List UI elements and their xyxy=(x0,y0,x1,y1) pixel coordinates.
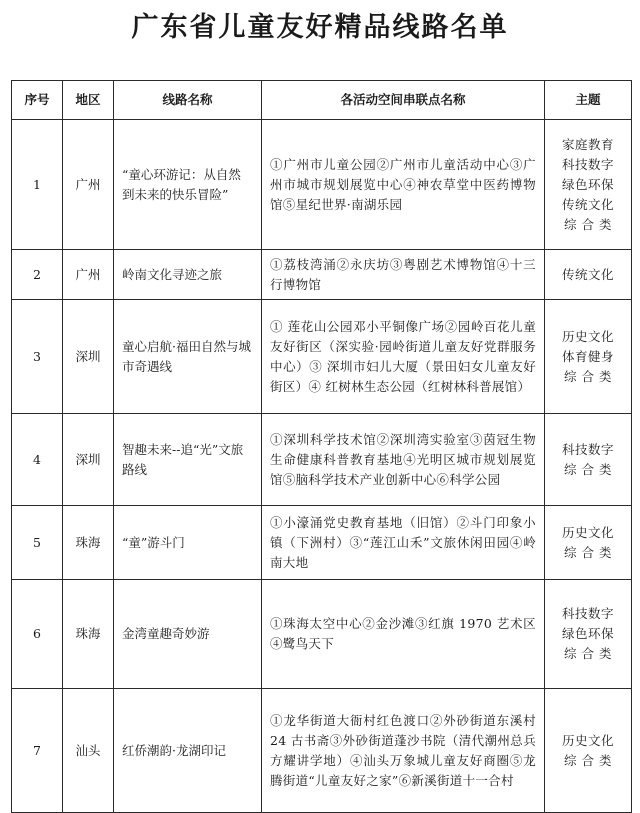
theme-item: 绿色环保 xyxy=(561,176,614,192)
header-region: 地区 xyxy=(63,81,114,120)
theme-item: 综 合 类 xyxy=(564,646,612,661)
row-region: 广州 xyxy=(63,250,114,300)
table-row xyxy=(12,300,632,414)
row-region: 深圳 xyxy=(63,300,114,414)
row-route: 金湾童趣奇妙游 xyxy=(114,580,262,689)
table-row xyxy=(12,120,632,250)
row-theme xyxy=(545,120,632,250)
row-spots: ①小濠涌党史教育基地（旧馆）②斗门印象小镇（下洲村）③“莲江山禾”文旅休闲田园④岭南大地 xyxy=(262,506,545,580)
row-theme xyxy=(545,300,632,414)
row-route: 童心启航·福田自然与城市奇遇线 xyxy=(114,300,262,414)
theme-item: 科技数字 xyxy=(561,156,614,172)
theme-item: 传统文化 xyxy=(561,196,614,212)
row-spots: ①龙华街道大衙村红色渡口②外砂街道东溪村 24 古书斋③外砂街道蓬沙书院（清代潮州总兵方耀讲学地）④汕头万象城儿童友好商圈⑤龙腾街道“儿童友好之家”⑥新溪街道十一合村 xyxy=(262,689,545,813)
row-theme xyxy=(545,689,632,813)
table-row xyxy=(12,250,632,300)
row-route: “童”游斗门 xyxy=(114,506,262,580)
row-region: 珠海 xyxy=(63,580,114,689)
row-route: 红侨潮韵·龙湖印记 xyxy=(114,689,262,813)
theme-item: 科技数字 xyxy=(561,441,614,457)
theme-item: 历史文化 xyxy=(561,328,614,344)
header-spots: 各活动空间串联点名称 xyxy=(262,81,545,120)
row-route: “童心环游记：从自然到未来的快乐冒险” xyxy=(114,120,262,250)
row-spots: ① 莲花山公园邓小平铜像广场②园岭百花儿童友好街区（深实验·园岭街道儿童友好党群服务中心）③ 深圳市妇儿大厦（景田妇女儿童友好街区）④ 红树林生态公园（红树林科普展馆） xyxy=(262,300,545,414)
theme-item: 综 合 类 xyxy=(564,216,612,232)
row-num: 3 xyxy=(12,300,63,414)
row-region: 深圳 xyxy=(63,414,114,506)
row-theme xyxy=(545,414,632,506)
row-spots: ①广州市儿童公园②广州市儿童活动中心③广州市城市规划展览中心④神农草堂中医药博物馆⑤星纪世界·南湖乐园 xyxy=(262,120,545,250)
theme-item: 综 合 类 xyxy=(564,461,612,477)
row-spots: ①荔枝湾涌②永庆坊③粤剧艺术博物馆④十三行博物馆 xyxy=(262,250,545,300)
routes-table xyxy=(11,80,632,813)
document-title: 广东省儿童友好精品线路名单 xyxy=(131,12,509,43)
row-spots: ①深圳科学技术馆②深圳湾实验室③茵冠生物生命健康科普教育基地④光明区城市规划展览馆⑤脑科学技术产业创新中心⑥科学公园 xyxy=(262,414,545,506)
row-route: 岭南文化寻迹之旅 xyxy=(114,250,262,300)
row-spots: ①珠海太空中心②金沙滩③红旗 1970 艺术区④鹭鸟天下 xyxy=(262,580,545,689)
theme-item: 传统文化 xyxy=(561,266,614,282)
header-route: 线路名称 xyxy=(114,81,262,120)
theme-item: 综 合 类 xyxy=(564,368,612,384)
row-theme xyxy=(545,506,632,580)
theme-item: 体育健身 xyxy=(561,348,614,364)
theme-item: 科技数字 xyxy=(561,606,614,621)
table-header-row xyxy=(12,81,632,120)
header-theme: 主题 xyxy=(545,81,632,120)
row-num: 4 xyxy=(12,414,63,506)
row-num: 5 xyxy=(12,506,63,580)
row-region: 广州 xyxy=(63,120,114,250)
row-num: 2 xyxy=(12,250,63,300)
table-row xyxy=(12,689,632,813)
theme-item: 综 合 类 xyxy=(564,544,612,560)
table-row xyxy=(12,506,632,580)
row-region: 珠海 xyxy=(63,506,114,580)
table-row xyxy=(12,580,632,689)
row-num: 1 xyxy=(12,120,63,250)
theme-item: 绿色环保 xyxy=(561,626,614,641)
table-row xyxy=(12,414,632,506)
row-theme xyxy=(545,250,632,300)
row-route: 智趣未来--追“光”文旅路线 xyxy=(114,414,262,506)
row-num: 6 xyxy=(12,580,63,689)
header-num: 序号 xyxy=(12,81,63,120)
theme-item: 家庭教育 xyxy=(561,136,614,152)
row-region: 汕头 xyxy=(63,689,114,813)
theme-item: 历史文化 xyxy=(561,524,614,540)
theme-item: 历史文化 xyxy=(561,732,614,748)
row-theme xyxy=(545,580,632,689)
row-num: 7 xyxy=(12,689,63,813)
theme-item: 综 合 类 xyxy=(564,752,612,768)
